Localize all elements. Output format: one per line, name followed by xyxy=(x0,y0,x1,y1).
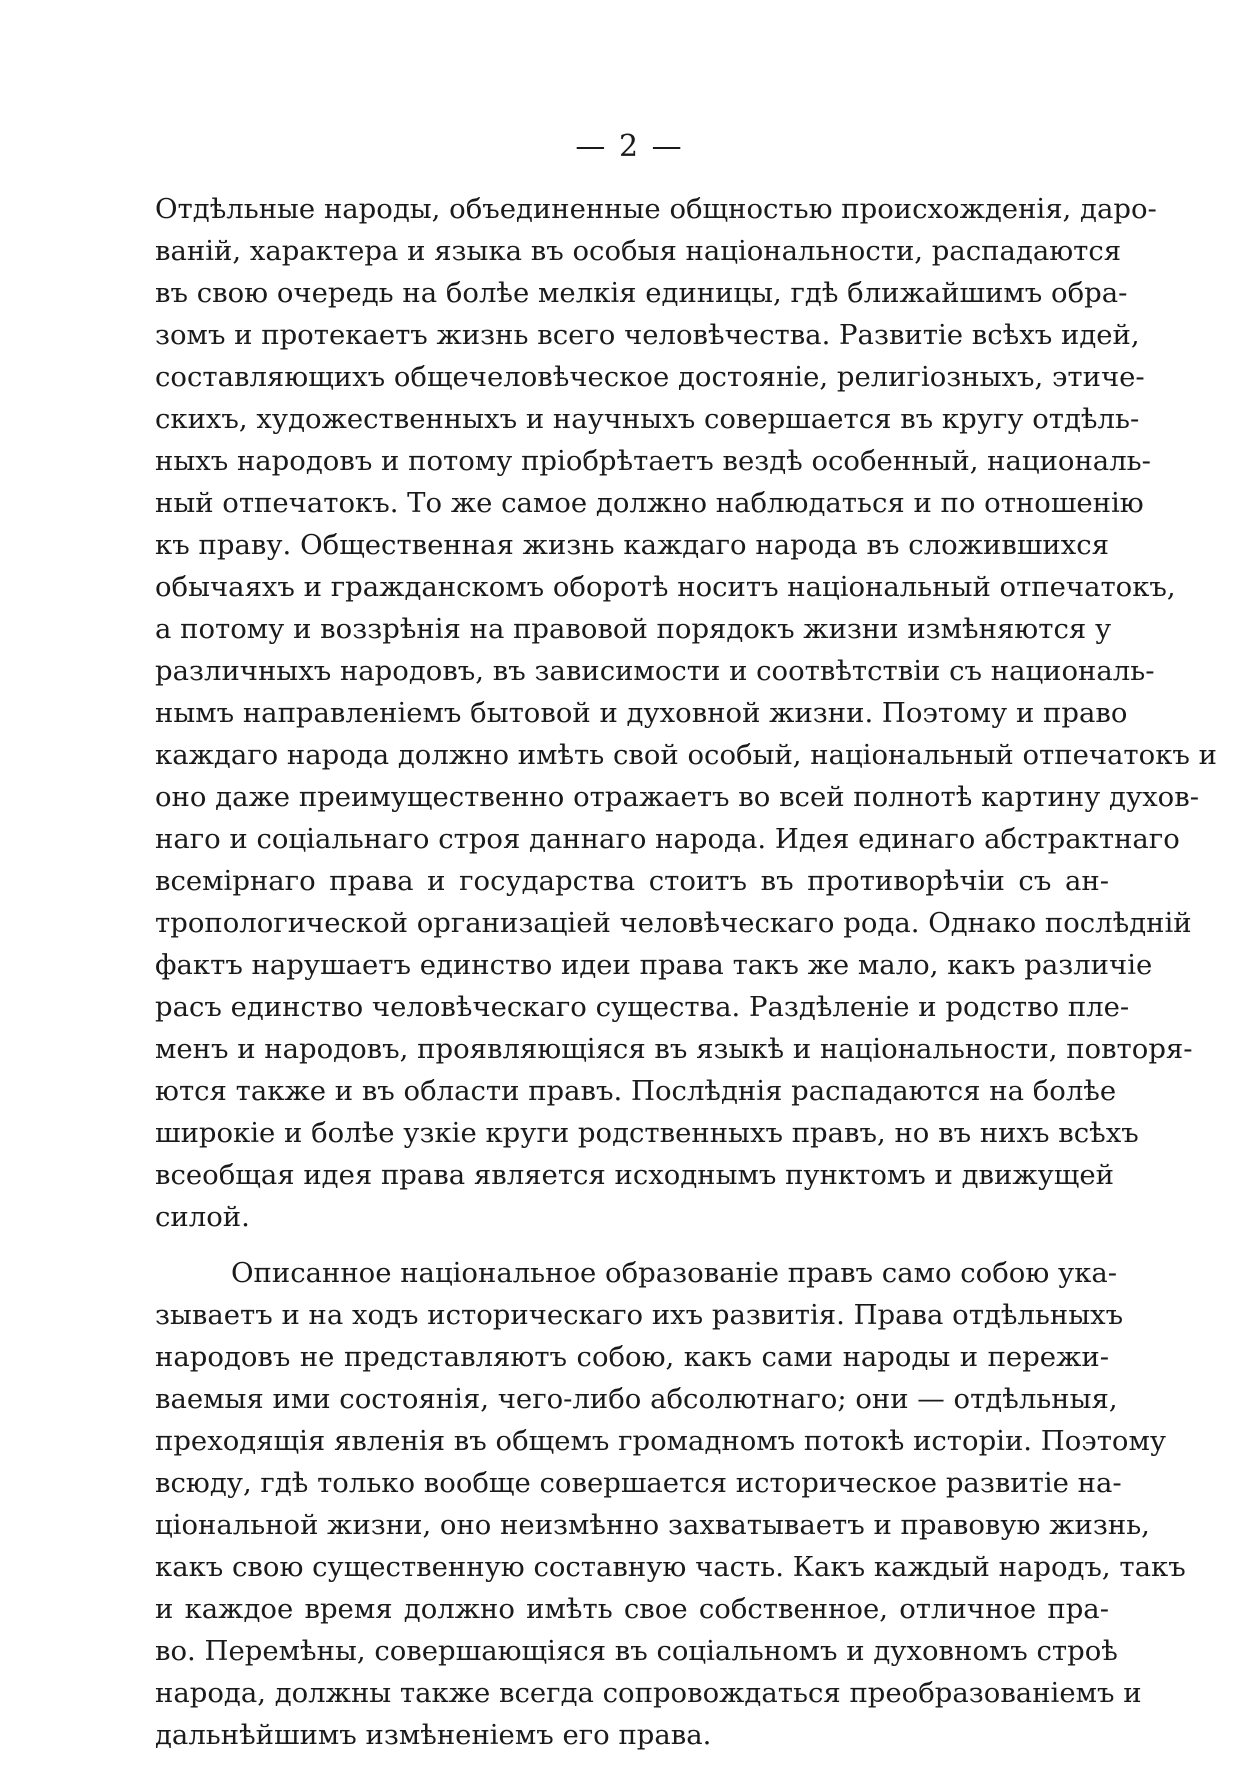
text-line: ный отпечатокъ. То же самое должно наблюдаться и по отношенію xyxy=(155,487,1144,519)
text-line: зываетъ и на ходъ историческаго ихъ развитія. Права отдѣльныхъ xyxy=(155,1299,1124,1331)
text-line: ваемыя ими состоянія, чего-либо абсолютнаго; они — отдѣльныя, xyxy=(155,1383,1118,1415)
text-line: народа, должны также всегда сопровождаться преобразованіемъ и xyxy=(155,1677,1142,1709)
text-line: различныхъ народовъ, въ зависимости и соотвѣтствіи съ националь- xyxy=(155,655,1155,687)
text-line: каждаго народа должно имѣть свой особый, національный отпечатокъ и xyxy=(155,739,1217,771)
text-line: Описанное національное образованіе правъ само собою ука- xyxy=(231,1257,1118,1289)
text-line: нымъ направленіемъ бытовой и духовной жизни. Поэтому и право xyxy=(155,697,1128,729)
text-line: ваній, характера и языка въ особыя національности, распадаются xyxy=(155,235,1122,267)
text-line: зомъ и протекаетъ жизнь всего человѣчества. Развитіе всѣхъ идей, xyxy=(155,319,1140,351)
paragraph-1 xyxy=(155,188,1217,1238)
text-line: и каждое время должно имѣть свое собственное, отличное пра- xyxy=(155,1593,1109,1625)
text-line: широкіе и болѣе узкіе круги родственныхъ правъ, но въ нихъ всѣхъ xyxy=(155,1117,1139,1149)
text-line: менъ и народовъ, проявляющіяся въ языкѣ и національности, повторя- xyxy=(155,1033,1193,1065)
text-line: всемірнаго права и государства стоитъ въ противорѣчіи съ ан- xyxy=(155,865,1109,897)
text-line: ются также и въ области правъ. Послѣднія распадаются на болѣе xyxy=(155,1075,1117,1107)
paragraph-2 xyxy=(155,1252,1186,1756)
text-line: въ свою очередь на болѣе мелкія единицы, гдѣ ближайшимъ обра- xyxy=(155,277,1128,309)
text-line: преходящія явленія въ общемъ громадномъ потокѣ исторіи. Поэтому xyxy=(155,1425,1167,1457)
text-line: расъ единство человѣческаго существа. Раздѣленіе и родство пле- xyxy=(155,991,1130,1023)
text-line: Отдѣльные народы, объединенные общностью происхожденія, даро- xyxy=(155,193,1157,225)
text-line: ціональной жизни, оно неизмѣнно захватываетъ и правовую жизнь, xyxy=(155,1509,1150,1541)
text-line: какъ свою существенную составную часть. Какъ каждый народъ, такъ xyxy=(155,1551,1186,1583)
text-line: составляющихъ общечеловѣческое достояніе, религіозныхъ, этиче- xyxy=(155,361,1145,393)
text-line: всеобщая идея права является исходнымъ пунктомъ и движущей xyxy=(155,1159,1114,1191)
text-line: оно даже преимущественно отражаетъ во всей полнотѣ картину духов- xyxy=(155,781,1200,813)
body-text xyxy=(155,188,1217,1756)
text-line: обычаяхъ и гражданскомъ оборотѣ носитъ національный отпечатокъ, xyxy=(155,571,1176,603)
text-line: фактъ нарушаетъ единство идеи права такъ же мало, какъ различіе xyxy=(155,949,1153,981)
text-line: къ праву. Общественная жизнь каждаго народа въ сложившихся xyxy=(155,529,1109,561)
text-line: скихъ, художественныхъ и научныхъ совершается въ кругу отдѣль- xyxy=(155,403,1140,435)
text-line: дальнѣйшимъ измѣненіемъ его права. xyxy=(155,1719,712,1751)
page-number: — 2 — xyxy=(575,129,684,164)
text-line: а потому и воззрѣнія на правовой порядокъ жизни измѣняются у xyxy=(155,613,1112,645)
text-line: во. Перемѣны, совершающіяся въ соціальномъ и духовномъ строѣ xyxy=(155,1635,1118,1667)
text-line: всюду, гдѣ только вообще совершается историческое развитіе на- xyxy=(155,1467,1122,1499)
text-line: наго и соціальнаго строя даннаго народа. Идея единаго абстрактнаго xyxy=(155,823,1180,855)
text-line: тропологической организаціей человѣческаго рода. Однако послѣдній xyxy=(155,907,1192,939)
text-line: народовъ не представляютъ собою, какъ сами народы и пережи- xyxy=(155,1341,1109,1373)
paragraph-gap xyxy=(155,1238,1109,1252)
text-line: ныхъ народовъ и потому пріобрѣтаетъ вездѣ особенный, националь- xyxy=(155,445,1151,477)
text-line: силой. xyxy=(155,1201,250,1233)
